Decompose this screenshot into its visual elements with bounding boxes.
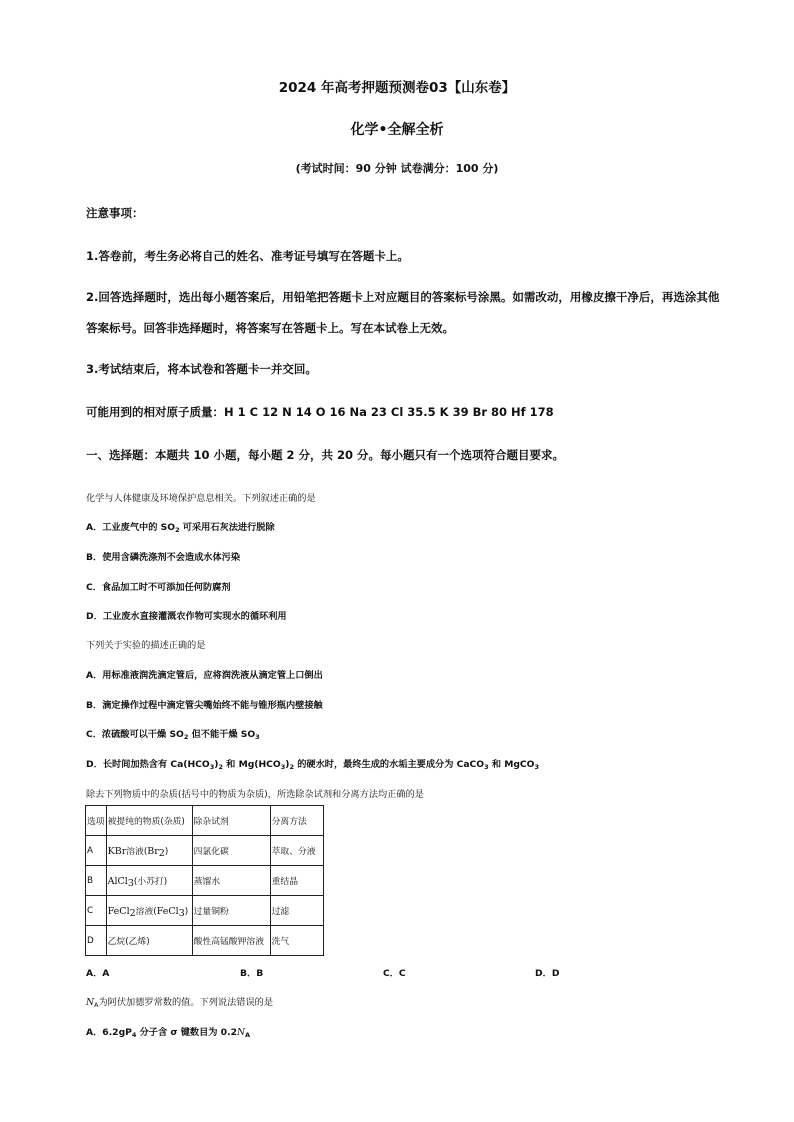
table-cell-reagent: 蒸馏水: [192, 866, 270, 896]
q4-option-a: A．$6.2gP_4$ 分子含 σ 键数目为 $0.2N_A$: [86, 1027, 251, 1039]
atomic-masses: 可能用到的相对原子质量：H 1 C 12 N 14 O 16 Na 23 Cl 35.5 K 39 Br 80 Hf 178: [86, 405, 554, 419]
q2-option-b: B．滴定操作过程中滴定管尖嘴始终不能与锥形瓶内壁接触: [86, 700, 323, 711]
q1-option-c: C．食品加工时不可添加任何防腐剂: [86, 582, 231, 593]
table-cell-substance: AlCl$_3$(小苏打): [106, 866, 192, 896]
q3-choice-b: B．B: [240, 968, 264, 979]
q1-stem: 化学与人体健康及环境保护息息相关。下列叙述正确的是: [86, 493, 316, 504]
table-cell-option: A: [86, 836, 107, 866]
q3-choice-d: D．D: [535, 968, 560, 979]
table-cell-reagent: 酸性高锰酸钾溶液: [192, 926, 270, 956]
table-cell-option: D: [86, 926, 107, 956]
q2-option-c: C．浓硫酸可以干燥 $SO_2$ 但不能干燥 $SO_3$: [86, 729, 260, 741]
q3-stem: 除去下列物质中的杂质(括号中的物质为杂质)，所选除杂试剂和分离方法均正确的是: [86, 789, 424, 800]
notice-item-2-line-2: 答案标号。回答非选择题时，将答案写在答题卡上。写在本试卷上无效。: [86, 321, 454, 335]
table-row: [86, 896, 324, 926]
exam-info: (考试时间：90 分钟 试卷满分：100 分): [295, 162, 499, 175]
table-cell-option: B: [86, 866, 107, 896]
table-cell-reagent: 过量铜粉: [192, 896, 270, 926]
table-row: [86, 836, 324, 866]
table-cell-method: 洗气: [270, 926, 323, 956]
table-header-cell: 除杂试剂: [192, 806, 270, 836]
section-1-heading: 一、选择题：本题共 10 小题，每小题 2 分，共 20 分。每小题只有一个选项符合题目要求。: [86, 448, 565, 462]
table-header-row: [86, 806, 324, 836]
table-header-cell: 分离方法: [270, 806, 323, 836]
q3-table: [85, 805, 324, 956]
q2-option-d: D．长时间加热含有 $Ca(HCO_3)_2$ 和 $Mg(HCO_3)_2$ 的硬水时，最终生成的水垢主要成分为 CaCO$_3$ 和 MgCO$_3$: [86, 759, 540, 771]
notice-item-2-line-1: 2.回答选择题时，选出每小题答案后，用铅笔把答题卡上对应题目的答案标号涂黑。如需改动，用橡皮擦干净后，再选涂其他: [86, 290, 720, 304]
notice-item-3: 3.考试结束后，将本试卷和答题卡一并交回。: [86, 362, 317, 376]
table-cell-method: 重结晶: [270, 866, 323, 896]
notice-heading: 注意事项：: [86, 206, 144, 220]
table-header-cell: 被提纯的物质(杂质): [106, 806, 192, 836]
q1-option-a: A．工业废气中的 $SO_2$ 可采用石灰法进行脱除: [86, 522, 275, 534]
q3-choice-a: A．A: [86, 968, 110, 979]
table-cell-substance: FeCl$_2$溶液(FeCl$_3$): [106, 896, 192, 926]
q1-option-b: B．使用含磷洗涤剂不会造成水体污染: [86, 552, 241, 563]
q4-stem: $N_A$为阿伏加德罗常数的值。下列说法错误的是: [86, 997, 274, 1009]
exam-title: 2024 年高考押题预测卷03【山东卷】: [278, 80, 516, 96]
notice-item-1: 1.答卷前，考生务必将自己的姓名、准考证号填写在答题卡上。: [86, 249, 409, 263]
table-row: [86, 926, 324, 956]
exam-subtitle: 化学•全解全析: [350, 122, 444, 138]
q2-stem: 下列关于实验的描述正确的是: [86, 640, 206, 651]
table-cell-method: 过滤: [270, 896, 323, 926]
q2-option-a: A．用标准液润洗滴定管后，应将润洗液从滴定管上口倒出: [86, 670, 323, 681]
table-cell-reagent: 四氯化碳: [192, 836, 270, 866]
table-cell-option: C: [86, 896, 107, 926]
q1-option-d: D．工业废水直接灌溉农作物可实现水的循环利用: [86, 611, 287, 622]
table-cell-substance: 乙烷(乙烯): [106, 926, 192, 956]
q3-choice-c: C．C: [383, 968, 406, 979]
table-row: [86, 866, 324, 896]
table-cell-method: 萃取、分液: [270, 836, 323, 866]
table-header-cell: 选项: [86, 806, 107, 836]
table-cell-substance: KBr溶液$(Br_2)$: [106, 836, 192, 866]
